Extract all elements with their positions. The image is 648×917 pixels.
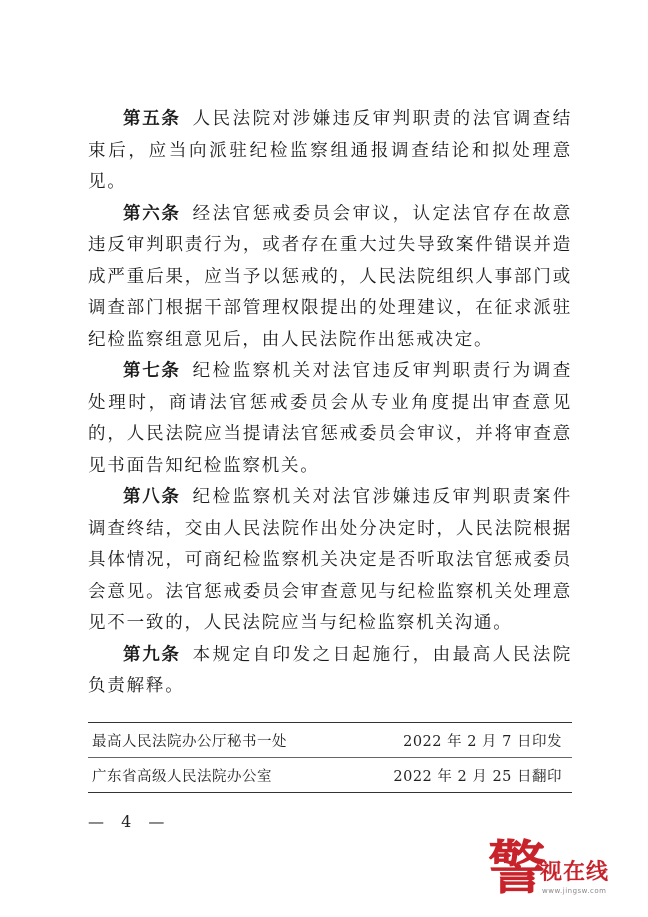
article-number: 第八条 bbox=[123, 487, 181, 507]
article-8 bbox=[88, 482, 572, 640]
article-number: 第六条 bbox=[123, 203, 181, 224]
article-text: 经法官惩戒委员会审议，认定法官存在故意违反审判职责行为，或者存在重大过失导致案件错误并造成严重后果，应当予以惩戒的，人民法院组织人事部门或调查部门根据干部管理权限提出的处理建议，在征求派驻纪检监察组意见后，由人民法院作出惩戒决定。 bbox=[88, 203, 573, 350]
print-record-org: 最高人民法院办公厅秘书一处 bbox=[92, 733, 287, 750]
print-record-row bbox=[88, 758, 572, 792]
print-record-date: 2022 年 2 月 7 日印发 bbox=[403, 733, 562, 750]
table-bottom-rule bbox=[88, 792, 572, 793]
article-5 bbox=[88, 104, 572, 199]
watermark-text: 视在线 bbox=[540, 860, 610, 885]
article-text: 纪检监察机关对法官涉嫌违反审判职责案件调查终结，交由人民法院作出处分决定时，人民法院根据具体情况，可商纪检监察机关决定是否听取法官惩戒委员会意见。法官惩戒委员会审查意见与纪检监察机关处理意见不一致的，人民法院应当与纪检监察机关沟通。 bbox=[88, 487, 573, 633]
article-text: 纪检监察机关对法官违反审判职责行为调查处理时，商请法官惩戒委员会从专业角度提出审查意见的，人民法院应当提请法官惩戒委员会审议，并将审查意见书面告知纪检监察机关。 bbox=[88, 361, 573, 476]
article-9 bbox=[88, 640, 572, 703]
print-record-table bbox=[88, 722, 572, 793]
watermark-glyph: 警 bbox=[487, 834, 546, 902]
article-6 bbox=[88, 199, 572, 357]
print-record-date: 2022 年 2 月 25 日翻印 bbox=[393, 768, 562, 785]
print-record-org: 广东省高级人民法院办公室 bbox=[92, 768, 272, 785]
watermark-logo bbox=[482, 831, 642, 911]
article-number: 第九条 bbox=[123, 644, 181, 665]
page-number: — 4 — bbox=[88, 812, 171, 831]
document-body bbox=[88, 104, 572, 703]
article-number: 第五条 bbox=[123, 109, 181, 129]
print-record-row bbox=[88, 723, 572, 757]
article-7 bbox=[88, 356, 572, 482]
article-text: 人民法院对涉嫌违反审判职责的法官调查结束后，应当向派驻纪检监察组通报调查结论和拟处理意见。 bbox=[88, 109, 573, 192]
article-number: 第七条 bbox=[123, 361, 181, 381]
watermark-url: www.jingsw.com bbox=[542, 887, 607, 895]
article-text: 本规定自印发之日起施行，由最高人民法院负责解释。 bbox=[88, 644, 573, 696]
